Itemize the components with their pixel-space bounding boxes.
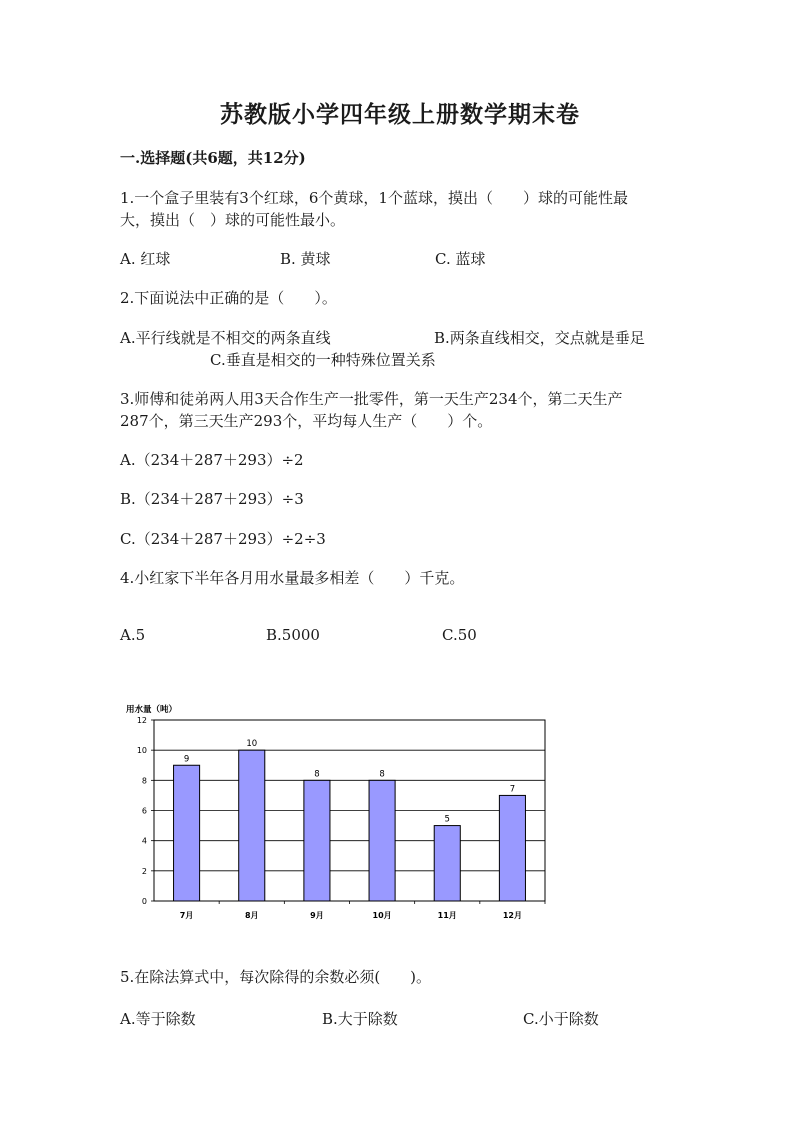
q4-option-c: C.50	[442, 626, 477, 644]
bar	[304, 780, 330, 901]
q3-option-b: B.（234＋287＋293）÷3	[120, 490, 304, 508]
y-tick-label: 8	[141, 776, 147, 786]
y-tick-label: 6	[141, 806, 147, 816]
x-tick-label: 12月	[502, 911, 522, 920]
y-tick-label: 0	[141, 897, 147, 906]
q2-option-c: C.垂直是相交的一种特殊位置关系	[210, 351, 436, 369]
q1-stem-line2: 大，摸出（ ）球的可能性最小。	[120, 211, 346, 229]
q4-option-b: B.5000	[266, 626, 320, 644]
q4-stem: 4.小红家下半年各月用水量最多相差（ ）千克。	[120, 569, 465, 587]
q3-stem-line1: 3.师傅和徒弟两人用3天合作生产一批零件，第一天生产234个，第二天生产	[120, 390, 623, 408]
x-tick-label: 7月	[179, 911, 194, 920]
q3-option-a: A.（234＋287＋293）÷2	[120, 451, 304, 469]
y-tick-label: 12	[136, 716, 147, 725]
data-label: 5	[444, 814, 450, 825]
q5-option-a: A.等于除数	[120, 1010, 196, 1028]
x-tick-label: 9月	[310, 911, 324, 920]
y-tick-label: 4	[141, 836, 147, 846]
q5-option-b: B.大于除数	[322, 1010, 398, 1028]
data-label: 9	[183, 754, 190, 765]
bar	[499, 795, 525, 901]
data-label: 10	[246, 739, 258, 750]
water-usage-chart	[118, 698, 558, 928]
bar	[239, 750, 265, 901]
q2-stem: 2.下面说法中正确的是（ ）。	[120, 289, 337, 307]
q2-option-b: B.两条直线相交，交点就是垂足	[434, 329, 645, 347]
bar	[434, 826, 460, 901]
x-tick-label: 10月	[372, 911, 392, 920]
data-label: 8	[379, 769, 385, 780]
section-heading: 一.选择题(共6题，共12分)	[120, 149, 306, 167]
y-tick-label: 10	[136, 746, 147, 756]
q4-option-a: A.5	[120, 626, 146, 644]
q2-option-a: A.平行线就是不相交的两条直线	[120, 329, 331, 347]
q3-stem-line2: 287个，第三天生产293个，平均每人生产（ ）个。	[120, 412, 493, 430]
q3-option-c: C.（234＋287＋293）÷2÷3	[120, 530, 326, 548]
q1-option-b: B. 黄球	[280, 250, 331, 268]
q1-option-c: C. 蓝球	[435, 250, 486, 268]
x-tick-label: 11月	[437, 911, 457, 920]
y-axis-label: 用水量（吨）	[126, 705, 178, 715]
x-tick-label: 8月	[244, 911, 259, 920]
data-label: 7	[509, 784, 516, 795]
bar	[174, 765, 200, 901]
q5-stem: 5.在除法算式中，每次除得的余数必须( )。	[120, 968, 432, 986]
bar	[369, 780, 395, 901]
q1-option-a: A. 红球	[120, 250, 171, 268]
data-label: 8	[314, 769, 320, 780]
page-title: 苏教版小学四年级上册数学期末卷	[220, 101, 580, 128]
q5-option-c: C.小于除数	[523, 1010, 599, 1028]
q1-stem-line1: 1.一个盒子里装有3个红球，6个黄球，1个蓝球，摸出（ ）球的可能性最	[120, 189, 628, 207]
y-tick-label: 2	[141, 866, 147, 876]
